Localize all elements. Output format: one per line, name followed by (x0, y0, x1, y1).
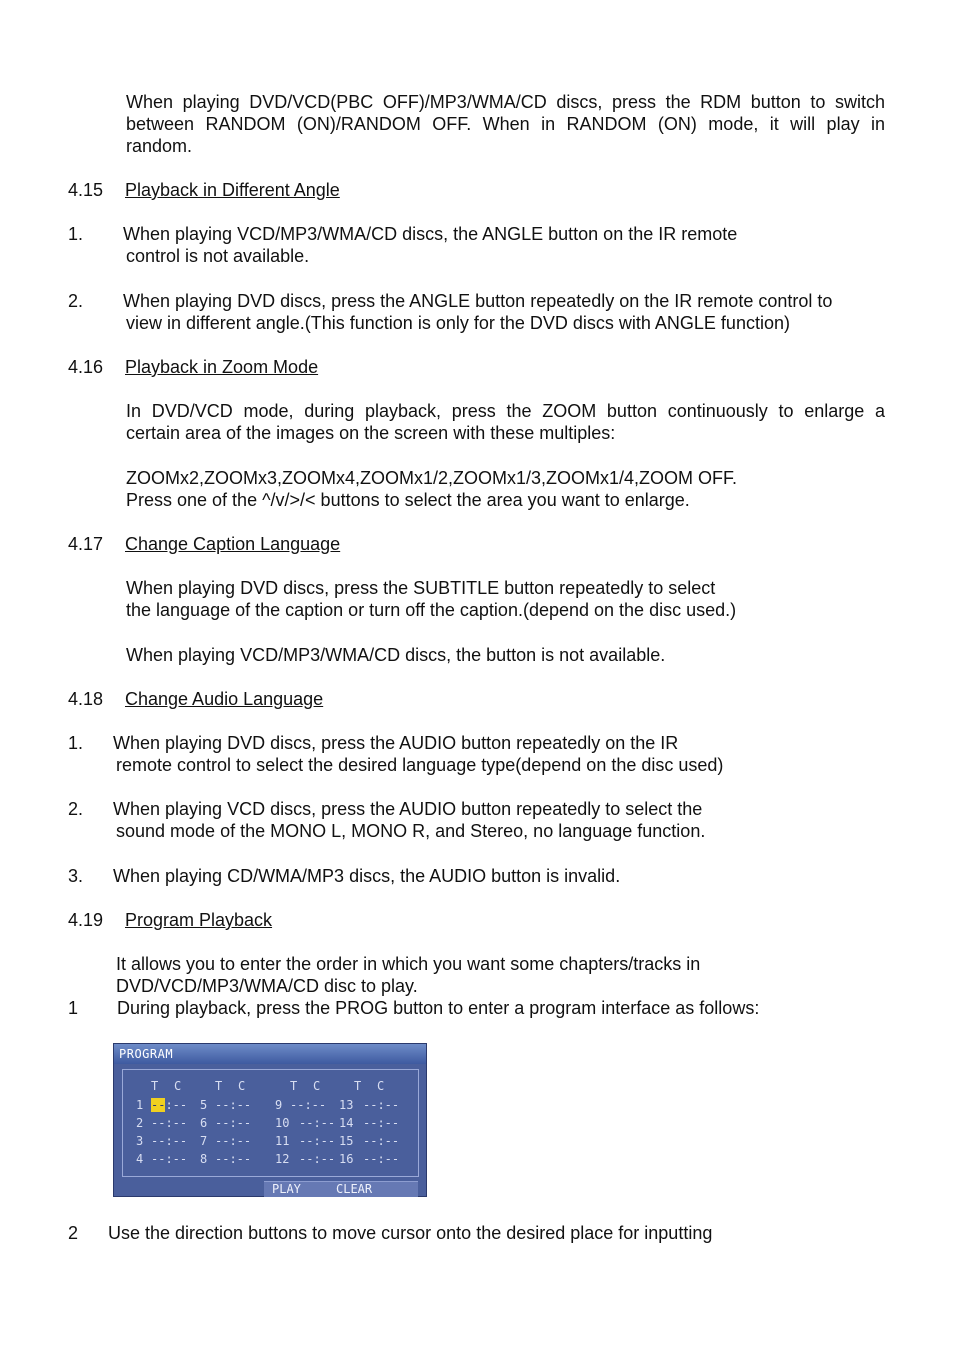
program-slot[interactable] (151, 1098, 187, 1112)
list-item-text: When playing CD/WMA/MP3 discs, the AUDIO button is invalid. (113, 866, 621, 886)
heading-4-17 (68, 533, 340, 555)
heading-4-16 (68, 356, 318, 378)
list-number: 2. (68, 291, 84, 311)
list-item-text: remote control to select the desired language type(depend on the disc used) (116, 755, 724, 775)
program-slot-number: 10 (275, 1116, 290, 1130)
slot-remainder: :-- (165, 1098, 188, 1112)
list-item-text: sound mode of the MONO L, MONO R, and Stereo, no language function. (116, 821, 706, 841)
program-slot[interactable]: --:-- (363, 1134, 400, 1148)
column-header-c: C (377, 1079, 385, 1093)
heading-title: Change Caption Language (125, 534, 341, 554)
program-slot[interactable]: --:-- (299, 1152, 336, 1166)
clear-button[interactable]: CLEAR (336, 1182, 373, 1196)
list-number: 1 (68, 998, 79, 1018)
program-slot[interactable]: --:-- (363, 1116, 400, 1130)
list-item-text: When playing VCD/MP3/WMA/CD discs, the ANGLE button on the IR remote (123, 224, 738, 244)
program-slot[interactable]: --:-- (363, 1152, 400, 1166)
program-slot[interactable]: --:-- (151, 1134, 188, 1148)
play-button[interactable]: PLAY (272, 1182, 301, 1196)
heading-title: Change Audio Language (125, 689, 324, 709)
program-button-bar (264, 1181, 418, 1197)
program-slot[interactable]: --:-- (299, 1134, 336, 1148)
column-header-c: C (313, 1079, 321, 1093)
program-slot[interactable]: --:-- (299, 1116, 336, 1130)
heading-number: 4.15 (68, 180, 104, 200)
program-slot-number: 11 (275, 1134, 290, 1148)
program-slot-number: 2 (136, 1116, 144, 1130)
intro-line-3: random. (126, 136, 193, 156)
heading-4-18 (68, 688, 323, 710)
list-item-text: When playing VCD discs, press the AUDIO button repeatedly to select the (113, 799, 703, 819)
list-number: 2 (68, 1223, 79, 1243)
list-item-text: When playing DVD discs, press the ANGLE button repeatedly on the IR remote control to (123, 291, 833, 311)
list-item-text: When playing DVD discs, press the AUDIO button repeatedly on the IR (113, 733, 679, 753)
program-slot[interactable]: --:-- (215, 1134, 252, 1148)
paragraph-line: When playing DVD discs, press the SUBTITLE button repeatedly to select (126, 578, 716, 598)
paragraph-line: Press one of the ^/v/>/< buttons to select the area you want to enlarge. (126, 490, 690, 510)
intro-line-2: between RANDOM (ON)/RANDOM OFF. When in RANDOM (ON) mode, it will play in (126, 114, 885, 134)
list-number: 3. (68, 866, 84, 886)
column-header-t: T (290, 1079, 298, 1093)
program-slot[interactable]: --:-- (151, 1152, 188, 1166)
paragraph-line: It allows you to enter the order in which you want some chapters/tracks in (116, 954, 701, 974)
program-slot-number: 3 (136, 1134, 144, 1148)
program-slot-number: 7 (200, 1134, 208, 1148)
heading-4-19 (68, 909, 272, 931)
program-slot-number: 16 (339, 1152, 354, 1166)
list-number: 2. (68, 799, 84, 819)
program-slot-number: 15 (339, 1134, 354, 1148)
column-header-t: T (354, 1079, 362, 1093)
column-header-t: T (215, 1079, 223, 1093)
program-screen (113, 1043, 427, 1197)
list-item-text: During playback, press the PROG button to enter a program interface as follows: (117, 998, 760, 1018)
program-slot-number: 6 (200, 1116, 208, 1130)
paragraph-line: ZOOMx2,ZOOMx3,ZOOMx4,ZOOMx1/2,ZOOMx1/3,ZOOMx1/4,ZOOM OFF. (126, 468, 738, 488)
program-slot-number: 12 (275, 1152, 290, 1166)
paragraph-line: DVD/VCD/MP3/WMA/CD disc to play. (116, 976, 418, 996)
heading-number: 4.17 (68, 534, 104, 554)
program-slot[interactable]: --:-- (215, 1116, 252, 1130)
list-item-text: view in different angle.(This function is only for the DVD discs with ANGLE function) (126, 313, 790, 333)
program-title: PROGRAM (114, 1044, 426, 1064)
intro-line-1: When playing DVD/VCD(PBC OFF)/MP3/WMA/CD discs, press the RDM button to switch (126, 92, 885, 112)
heading-number: 4.16 (68, 357, 104, 377)
heading-4-15 (68, 179, 340, 201)
program-slot-number: 14 (339, 1116, 354, 1130)
program-slot[interactable]: --:-- (363, 1098, 400, 1112)
program-slot[interactable]: --:-- (290, 1098, 327, 1112)
paragraph-line: When playing VCD/MP3/WMA/CD discs, the button is not available. (126, 645, 666, 665)
paragraph-line: In DVD/VCD mode, during playback, press the ZOOM button continuously to enlarge a (126, 401, 885, 421)
paragraph-line: the language of the caption or turn off the caption.(depend on the disc used.) (126, 600, 737, 620)
paragraph-line: certain area of the images on the screen with these multiples: (126, 423, 616, 443)
heading-number: 4.19 (68, 910, 104, 930)
program-slot[interactable]: --:-- (151, 1116, 188, 1130)
list-number: 1. (68, 224, 84, 244)
column-header-c: C (238, 1079, 246, 1093)
list-item-text: Use the direction buttons to move cursor onto the desired place for inputting (108, 1223, 713, 1243)
column-header-t: T (151, 1079, 159, 1093)
heading-title: Program Playback (125, 910, 273, 930)
program-slot-number: 13 (339, 1098, 354, 1112)
list-item-text: control is not available. (126, 246, 310, 266)
program-slot[interactable]: --:-- (215, 1152, 252, 1166)
column-header-c: C (174, 1079, 182, 1093)
program-slot-number: 1 (136, 1098, 144, 1112)
heading-number: 4.18 (68, 689, 104, 709)
program-slot-number: 9 (275, 1098, 283, 1112)
list-number: 1. (68, 733, 84, 753)
heading-title: Playback in Zoom Mode (125, 357, 319, 377)
program-slot-number: 5 (200, 1098, 208, 1112)
program-slot[interactable]: --:-- (215, 1098, 252, 1112)
program-slot-number: 4 (136, 1152, 144, 1166)
selected-slot-cursor[interactable]: -- (151, 1098, 166, 1112)
heading-title: Playback in Different Angle (125, 180, 340, 200)
program-slot-number: 8 (200, 1152, 208, 1166)
